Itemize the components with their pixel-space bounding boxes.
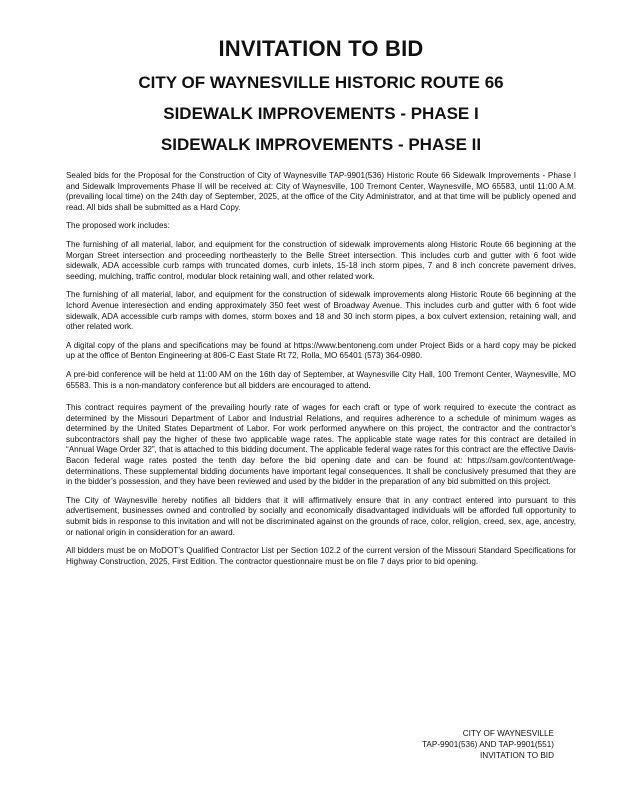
- project-name-heading: CITY OF WAYNESVILLE HISTORIC ROUTE 66: [138, 73, 504, 92]
- footer-city: CITY OF WAYNESVILLE: [462, 729, 554, 738]
- modot-paragraph: All bidders must be on MoDOT’s Qualified Contractor List per Section 102.2 of the current version of the Missouri Standard Specifications for Highway Construction, 2025, First Edition. The contractor questionnaire must be on file 7 days prior to bid opening.: [66, 546, 576, 566]
- sealed-bids-paragraph: Sealed bids for the Proposal for the Construction of City of Waynesville TAP-9901(536) Historic Route 66 Sidewalk Improvements - Phase I and Sidewalk Improvements Phase II will be received at: City of Waynesville, 100 Tremont Center, Waynesville, MO 65583, until 11:00 A.M. (prevailing local time) on the 24th day of September, 2025, at the office of the City Administrator, and at that time will be publicly opened and read. All bids shall be submitted as a Hard Copy.: [66, 171, 576, 212]
- wage-rates-paragraph: This contract requires payment of the prevailing hourly rate of wages for each craft or type of work required to execute the contract as determined by the Missouri Department of Labor and Industrial Relations, and requires adherence to a schedule of minimum wages as determined by the United States Department of Labor. For work performed anywhere on this project, the contractor and the contractor’s subcontractors shall pay the higher of these two applicable wage rates. The applicable state wage rates for this contract are detailed in “Annual Wage Order 32”, that is attached to this bidding document. The applicable federal wage rates for this contract are the effective Davis-Bacon federal wage rates posted the tenth day before the bid opening date and can be found at: https://sam.gov/content/wage-determinations. These supplemental bidding documents have important legal consequences. It shall be conclusively presumed that they are in the bidder’s possession, and they have been reviewed and used by the bidder in the preparation of any bid submitted on this project.: [66, 403, 576, 487]
- nondiscrimination-paragraph: The City of Waynesville hereby notifies all bidders that it will affirmatively ensure that in any contract entered into pursuant to this advertisement, businesses owned and controlled by socially and economically disadvantaged individuals will be afforded full opportunity to submit bids in response to this invitation and will not be discriminated against on the grounds of race, color, religion, creed, sex, age, ancestry, or national origin in consideration for an award.: [66, 495, 576, 537]
- phase-2-heading: SIDEWALK IMPROVEMENTS - PHASE II: [160, 135, 482, 154]
- footer-doc-type: INVITATION TO BID: [480, 751, 554, 760]
- document-footer: [422, 728, 554, 761]
- proposed-work-intro: The proposed work includes:: [66, 221, 170, 231]
- phase-2-work-paragraph: The furnishing of all material, labor, and equipment for the construction of sidewalk improvements along Historic Route 66 beginning at the Ichord Avenue interesection and ending approximately 350 feet west of Broadway Avenue. This includes curb and gutter with 6 foot wide sidewalk, ADA accessible curb ramps with domes, storm boxes and 18 and 30 inch storm pipes, a box culvert extension, retaining wall, and other related work.: [66, 290, 576, 332]
- phase-1-work-paragraph: The furnishing of all material, labor, and equipment for the construction of sidewalk improvements along Historic Route 66 beginning at the Morgan Street intersection and proceeding northeasterly to the Belle Street intersection. This includes curb and gutter with 6 foot wide sidewalk, ADA accessible curb ramps with truncated domes, curb inlets, 15-18 inch storm pipes, 7 and 8 inch concrete pavement drives, seeding, mulching, traffic control, modular block retaining wall, and other related work.: [66, 239, 576, 281]
- plans-copy-paragraph: A digital copy of the plans and specifications may be found at https://www.bentoneng.com under Project Bids or a hard copy may be picked up at the office of Benton Engineering at 806-C East State Rt 72, Rolla, MO 65401 (573) 364-0980.: [66, 340, 576, 361]
- pre-bid-paragraph: A pre-bid conference will be held at 11:00 AM on the 16th day of September, at Waynesville City Hall, 100 Tremont Center, Waynesville, MO 65583. This is a non-mandatory conference but all bidders are encouraged to attend.: [66, 369, 576, 390]
- document-body: [66, 171, 576, 567]
- phase-1-heading: SIDEWALK IMPROVEMENTS - PHASE I: [163, 104, 479, 123]
- document-title: INVITATION TO BID: [218, 36, 424, 61]
- footer-project-numbers: TAP-9901(536) AND TAP-9901(551): [422, 740, 554, 749]
